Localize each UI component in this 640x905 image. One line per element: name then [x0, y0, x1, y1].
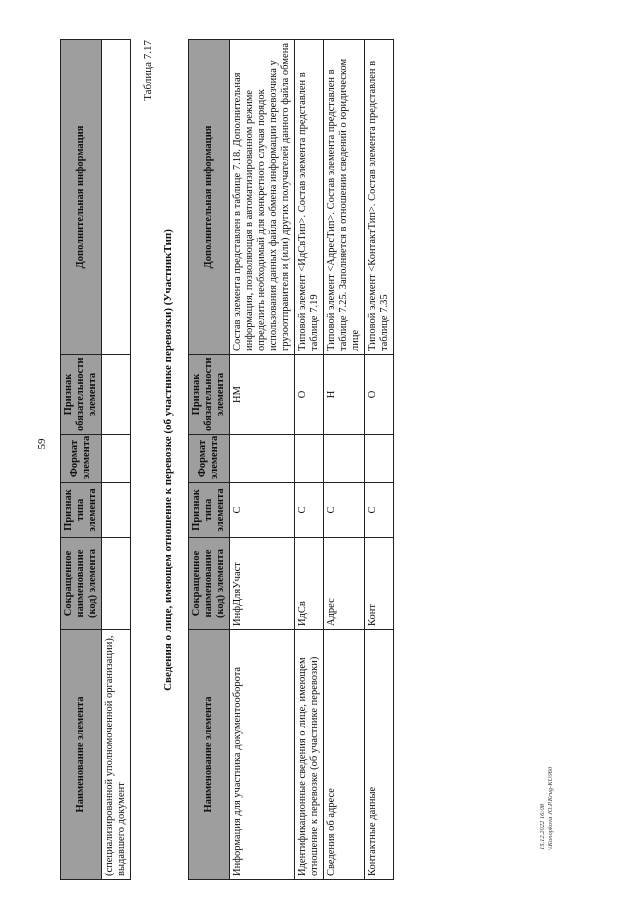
table-label: Таблица 7.17 [142, 40, 154, 101]
cell-code: ИдСв [295, 538, 324, 630]
header-format: Формат элемента [61, 435, 102, 483]
cell-type: С [324, 483, 365, 538]
footer-stamp [539, 730, 571, 850]
cell-info: Типовой элемент <АдресТип>. Состав элемента представлен в таблице 7.25. Заполняется в отношении сведений о юридическом лице [324, 40, 365, 355]
cell-format [102, 435, 131, 483]
header-code: Сокращенное наименование (код) элемента [189, 538, 230, 630]
header-required: Признак обязательности элемента [189, 355, 230, 435]
table-header-row [61, 40, 102, 880]
cell-info: Типовой элемент <ИдСвТип>. Состав элемента представлен в таблице 7.19 [295, 40, 324, 355]
cell-format [365, 435, 394, 483]
table-title: Сведения о лице, имеющем отношение к перевозке (об участнике перевозки) (УчастникТип) [162, 229, 174, 691]
cell-name: Информация для участника документооборота [230, 630, 295, 880]
cell-required: Н [324, 355, 365, 435]
cell-format [324, 435, 365, 483]
cell-name: Сведения об адресе [324, 630, 365, 880]
header-code: Сокращенное наименование (код) элемента [61, 538, 102, 630]
landscape-content [60, 20, 540, 880]
header-name: Наименование элемента [189, 630, 230, 880]
table-row [102, 40, 131, 880]
cell-type: С [295, 483, 324, 538]
table-continuation [60, 39, 131, 880]
table-row [324, 40, 365, 880]
cell-type [102, 483, 131, 538]
table-row [295, 40, 324, 880]
cell-format [230, 435, 295, 483]
cell-name: Идентификационные сведения о лице, имеющем отношение к перевозке (об участнике перевозки) [295, 630, 324, 880]
cell-code: Адрес [324, 538, 365, 630]
cell-info [102, 40, 131, 355]
table-7-17 [188, 39, 394, 880]
header-name: Наименование элемента [61, 630, 102, 880]
header-type: Признак типа элемента [189, 483, 230, 538]
cell-name: Контактные данные [365, 630, 394, 880]
header-type: Признак типа элемента [61, 483, 102, 538]
cell-info: Типовой элемент <КонтактТип>. Состав элемента представлен в таблице 7.35 [365, 40, 394, 355]
cell-format [295, 435, 324, 483]
cell-type: С [230, 483, 295, 538]
cell-code: Конт [365, 538, 394, 630]
cell-name: (специализированной уполномоченной организации), выдавшего документ [102, 630, 131, 880]
cell-required: О [365, 355, 394, 435]
table-row [365, 40, 394, 880]
header-info: Дополнительная информация [61, 40, 102, 355]
cell-required [102, 355, 131, 435]
cell-required: О [295, 355, 324, 435]
table-header-row [189, 40, 230, 880]
header-required: Признак обязательности элемента [61, 355, 102, 435]
footer-line-2: \\Konopkova JO.P.Krug-KU060 [547, 766, 554, 850]
cell-type: С [365, 483, 394, 538]
footer-line-1: 15.12.2022 16:08 [539, 803, 546, 850]
header-format: Формат элемента [189, 435, 230, 483]
header-info: Дополнительная информация [189, 40, 230, 355]
table-row [230, 40, 295, 880]
cell-info: Состав элемента представлен в таблице 7.18. Дополнительная информация, позволяющая в автоматизированном режиме определить необходимый для конкретного случая порядок использования данных файла обмена информации перевозчика у грузоотправителя и (или) других получателей данного файла обмена [230, 40, 295, 355]
page-number: 59 [36, 438, 48, 450]
cell-code [102, 538, 131, 630]
cell-code: ИнфДляУчаст [230, 538, 295, 630]
cell-required: НМ [230, 355, 295, 435]
